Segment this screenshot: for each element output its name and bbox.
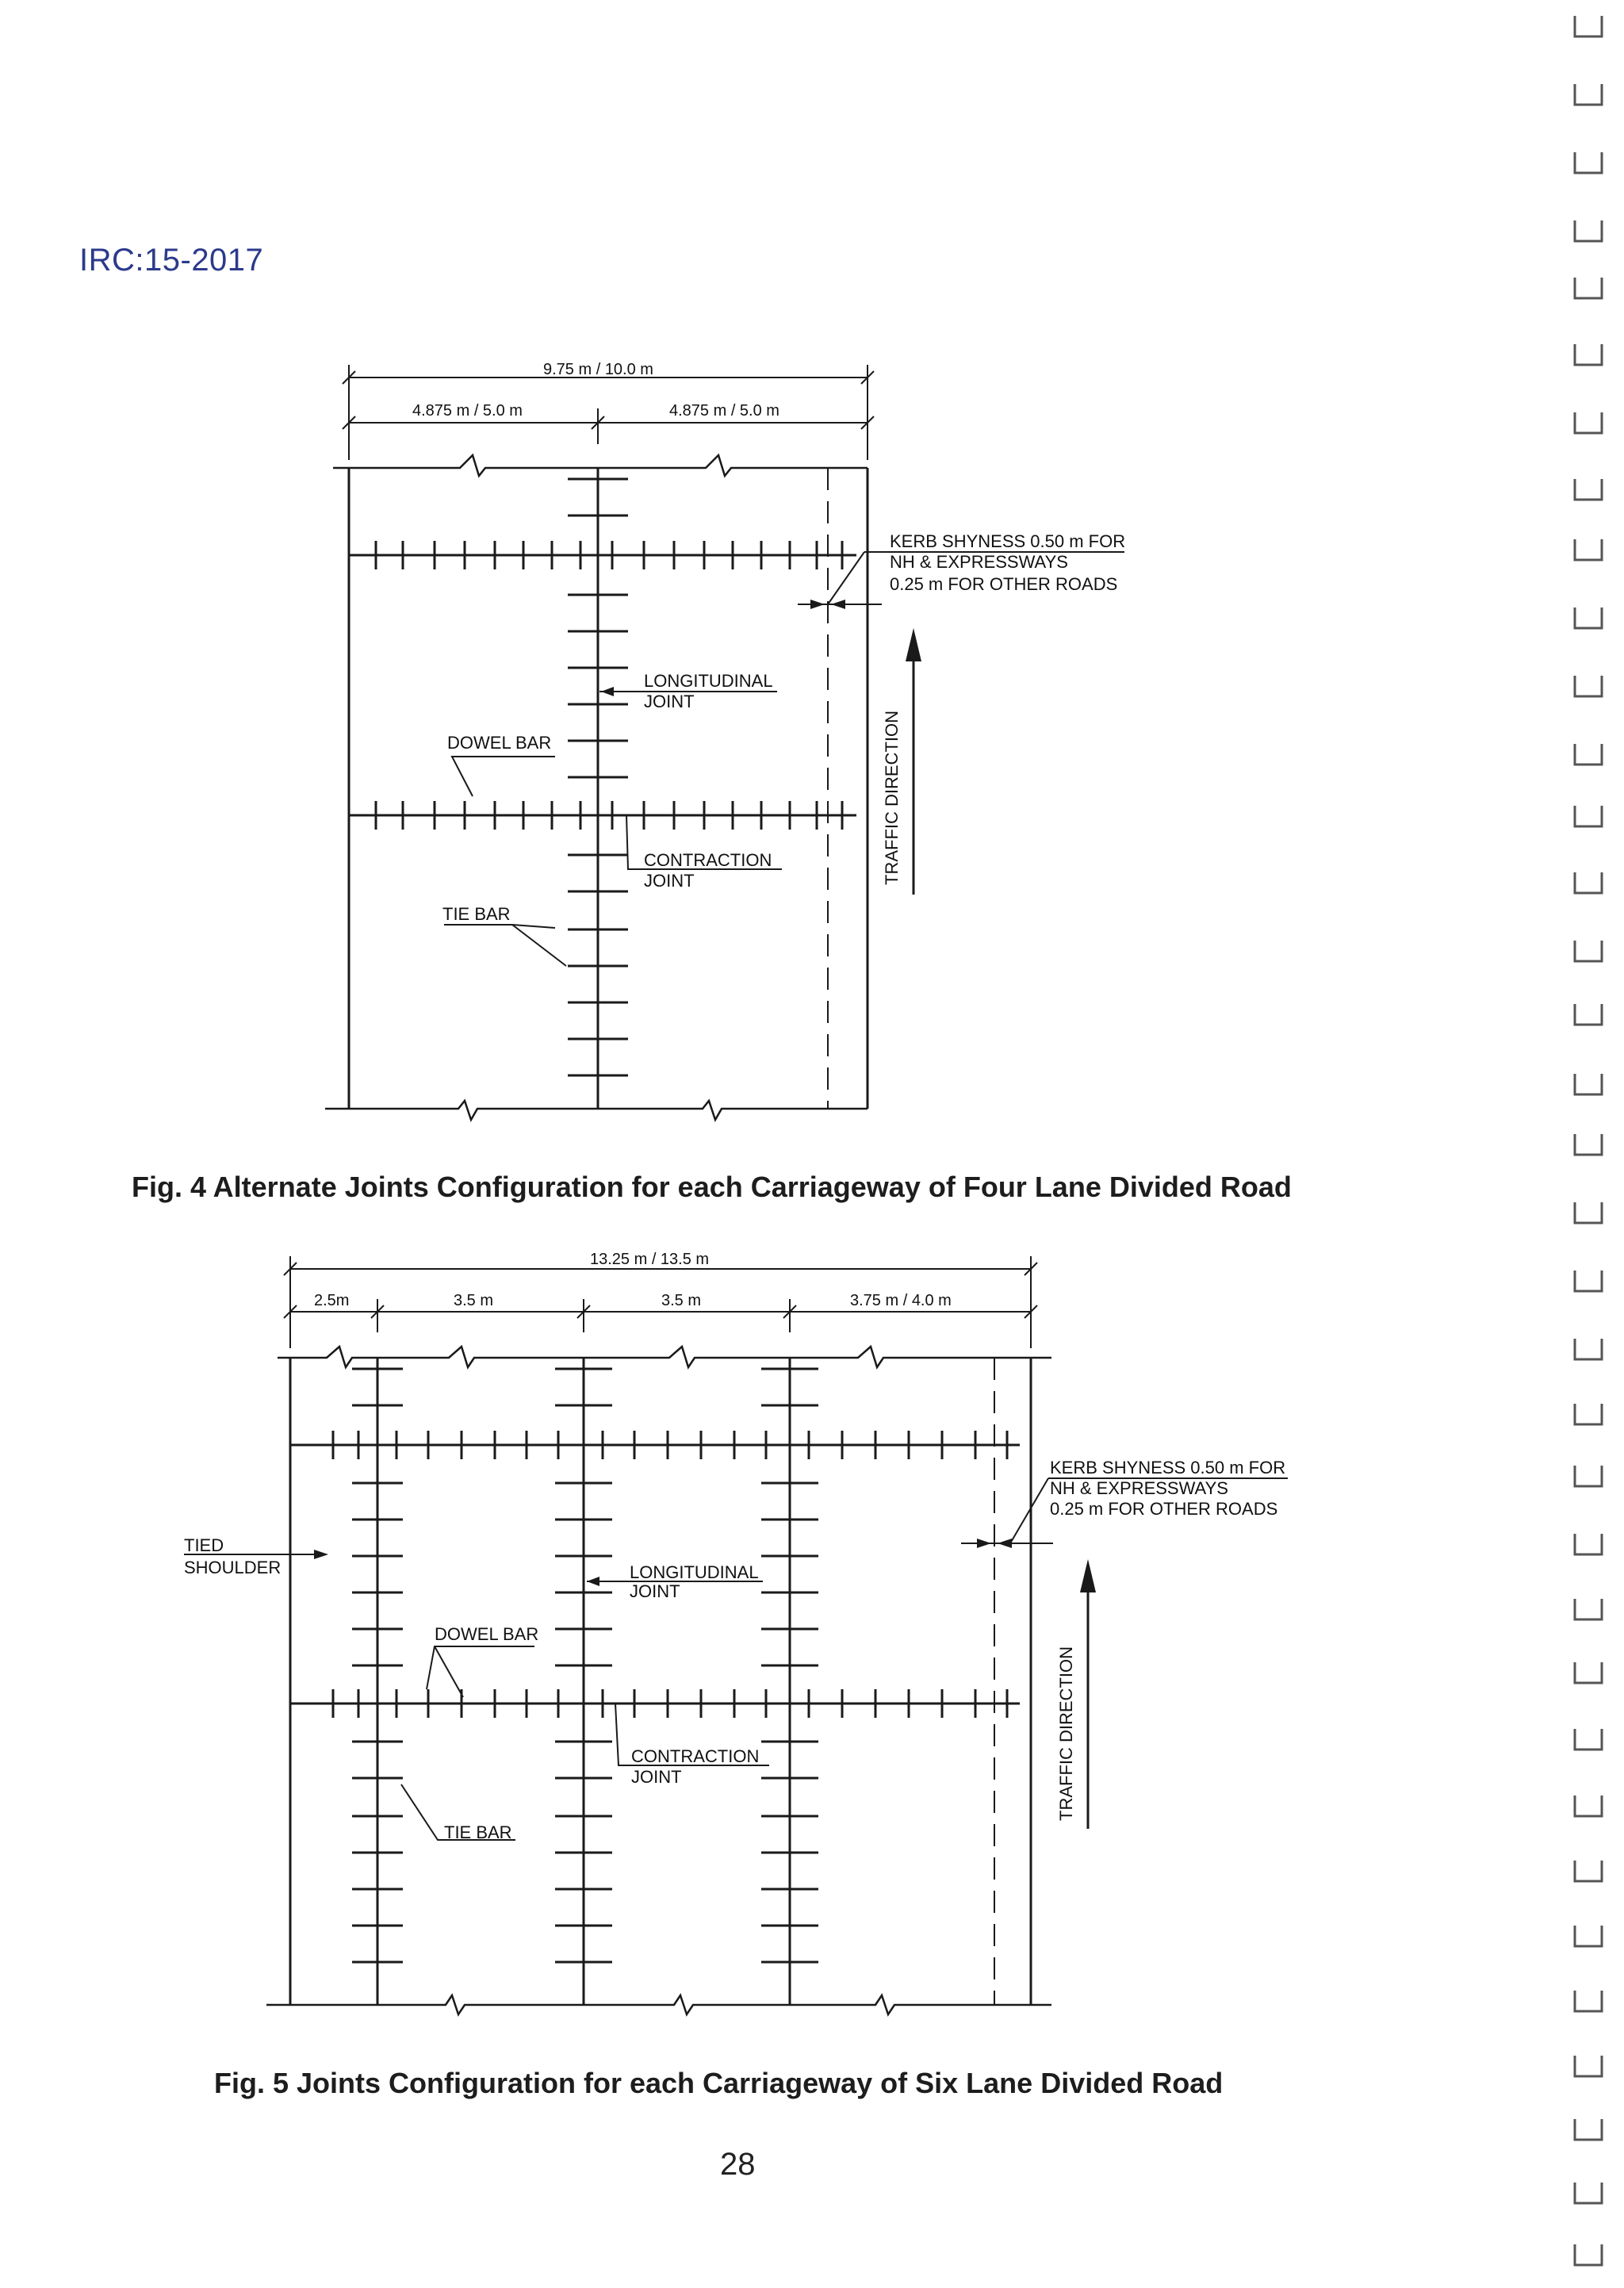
fig4-kerb-shyness-3: 0.25 m FOR OTHER ROADS	[890, 574, 1118, 594]
fig5-longitudinal-joint-2: JOINT	[630, 1581, 680, 1601]
fig4-lane2-width: 4.875 m / 5.0 m	[669, 402, 779, 420]
page-number: 28	[720, 2147, 756, 2182]
fig5-kerb-shyness-3: 0.25 m FOR OTHER ROADS	[1050, 1499, 1278, 1519]
fig5-lane2-width: 3.5 m	[661, 1292, 702, 1309]
fig5-kerb-shyness-2: NH & EXPRESSWAYS	[1050, 1478, 1228, 1498]
fig4-contraction-joint-1: CONTRACTION	[644, 850, 772, 870]
fig5-dowel-bar: DOWEL BAR	[435, 1624, 539, 1644]
figure-5-caption: Fig. 5 Joints Configuration for each Carriageway of Six Lane Divided Road	[214, 2067, 1224, 2099]
fig4-lane1-width: 4.875 m / 5.0 m	[412, 402, 523, 420]
fig5-kerb-shyness-1: KERB SHYNESS 0.50 m FOR	[1050, 1458, 1286, 1477]
fig5-tied-shoulder-2: SHOULDER	[184, 1558, 282, 1577]
fig4-longitudinal-joint-1: LONGITUDINAL	[644, 671, 773, 691]
fig4-contraction-joint-2: JOINT	[644, 871, 695, 891]
fig5-tied-shoulder-1: TIED	[184, 1535, 224, 1555]
fig4-kerb-shyness-2: NH & EXPRESSWAYS	[890, 552, 1068, 572]
fig5-contraction-joint-1: CONTRACTION	[631, 1746, 760, 1766]
fig5-total-width: 13.25 m / 13.5 m	[590, 1251, 710, 1268]
fig4-dowel-bar: DOWEL BAR	[447, 733, 552, 753]
fig5-lane1-width: 3.5 m	[454, 1292, 494, 1309]
fig5-lane3-width: 3.75 m / 4.0 m	[850, 1292, 952, 1309]
figure-4-caption: Fig. 4 Alternate Joints Configuration for each Carriageway of Four Lane Divided Road	[132, 1171, 1292, 1203]
fig4-total-width: 9.75 m / 10.0 m	[543, 361, 653, 378]
fig5-tie-bar: TIE BAR	[444, 1822, 512, 1842]
fig5-shoulder-width: 2.5m	[314, 1292, 350, 1309]
fig4-longitudinal-joint-2: JOINT	[644, 692, 695, 711]
fig4-tie-bar: TIE BAR	[442, 904, 511, 924]
spiral-binding	[1567, 0, 1614, 2288]
fig5-contraction-joint-2: JOINT	[631, 1767, 682, 1787]
fig4-traffic-direction: TRAFFIC DIRECTION	[882, 711, 902, 885]
document-code: IRC:15-2017	[79, 243, 264, 278]
fig5-traffic-direction: TRAFFIC DIRECTION	[1056, 1646, 1076, 1821]
fig4-kerb-shyness-1: KERB SHYNESS 0.50 m FOR	[890, 531, 1126, 551]
fig5-longitudinal-joint-1: LONGITUDINAL	[630, 1562, 759, 1582]
